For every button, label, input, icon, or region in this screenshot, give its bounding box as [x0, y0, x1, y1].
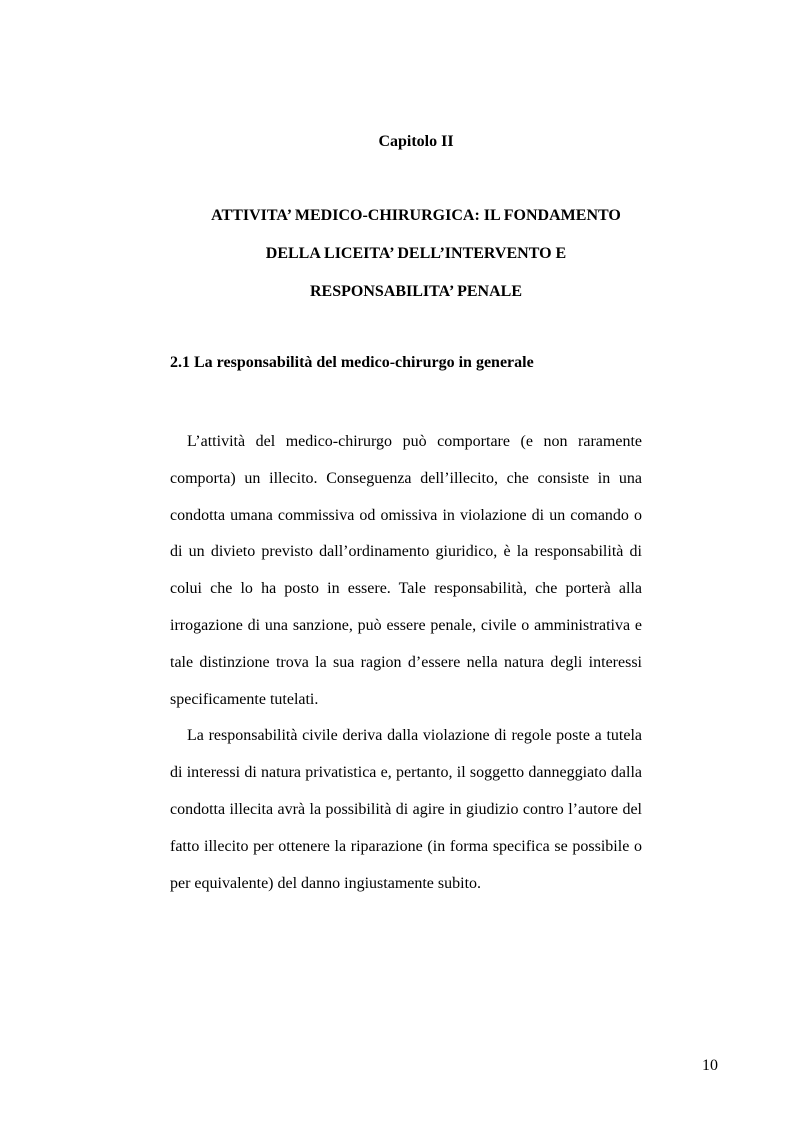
- chapter-title-line: DELLA LICEITA’ DELL’INTERVENTO E: [265, 245, 567, 262]
- chapter-title-line: ATTIVITA’ MEDICO-CHIRURGICA: IL FONDAMENTO: [211, 207, 621, 224]
- body-text: [170, 424, 642, 902]
- body-paragraph: L’attività del medico-chirurgo può comportare (e non raramente comporta) un illecito. Conseguenza dell’illecito, che consiste in una condotta umana commissiva od omissiva in violazione di un comando o di un divieto previsto dall’ordinamento giuridico, è la responsabilità di colui che lo ha posto in essere. Tale responsabilità, che porterà alla irrogazione di una sanzione, può essere penale, civile o amministrativa e tale distinzione trova la sua ragion d’essere nella natura degli interessi specificamente tutelati.: [170, 433, 642, 708]
- chapter-title-line: RESPONSABILITA’ PENALE: [309, 283, 523, 300]
- body-paragraph: La responsabilità civile deriva dalla violazione di regole poste a tutela di interessi di natura privatistica e, pertanto, il soggetto danneggiato dalla condotta illecita avrà la possibilità di agire in giudizio contro l’autore del fatto illecito per ottenere la riparazione (in forma specifica se possibile o per equivalente) del danno ingiustamente subito.: [170, 727, 642, 892]
- page-number: 10: [702, 1057, 718, 1074]
- section-heading: 2.1 La responsabilità del medico-chirurgo in generale: [170, 354, 534, 371]
- chapter-label: Capitolo II: [378, 133, 454, 150]
- chapter-title: [0, 203, 793, 317]
